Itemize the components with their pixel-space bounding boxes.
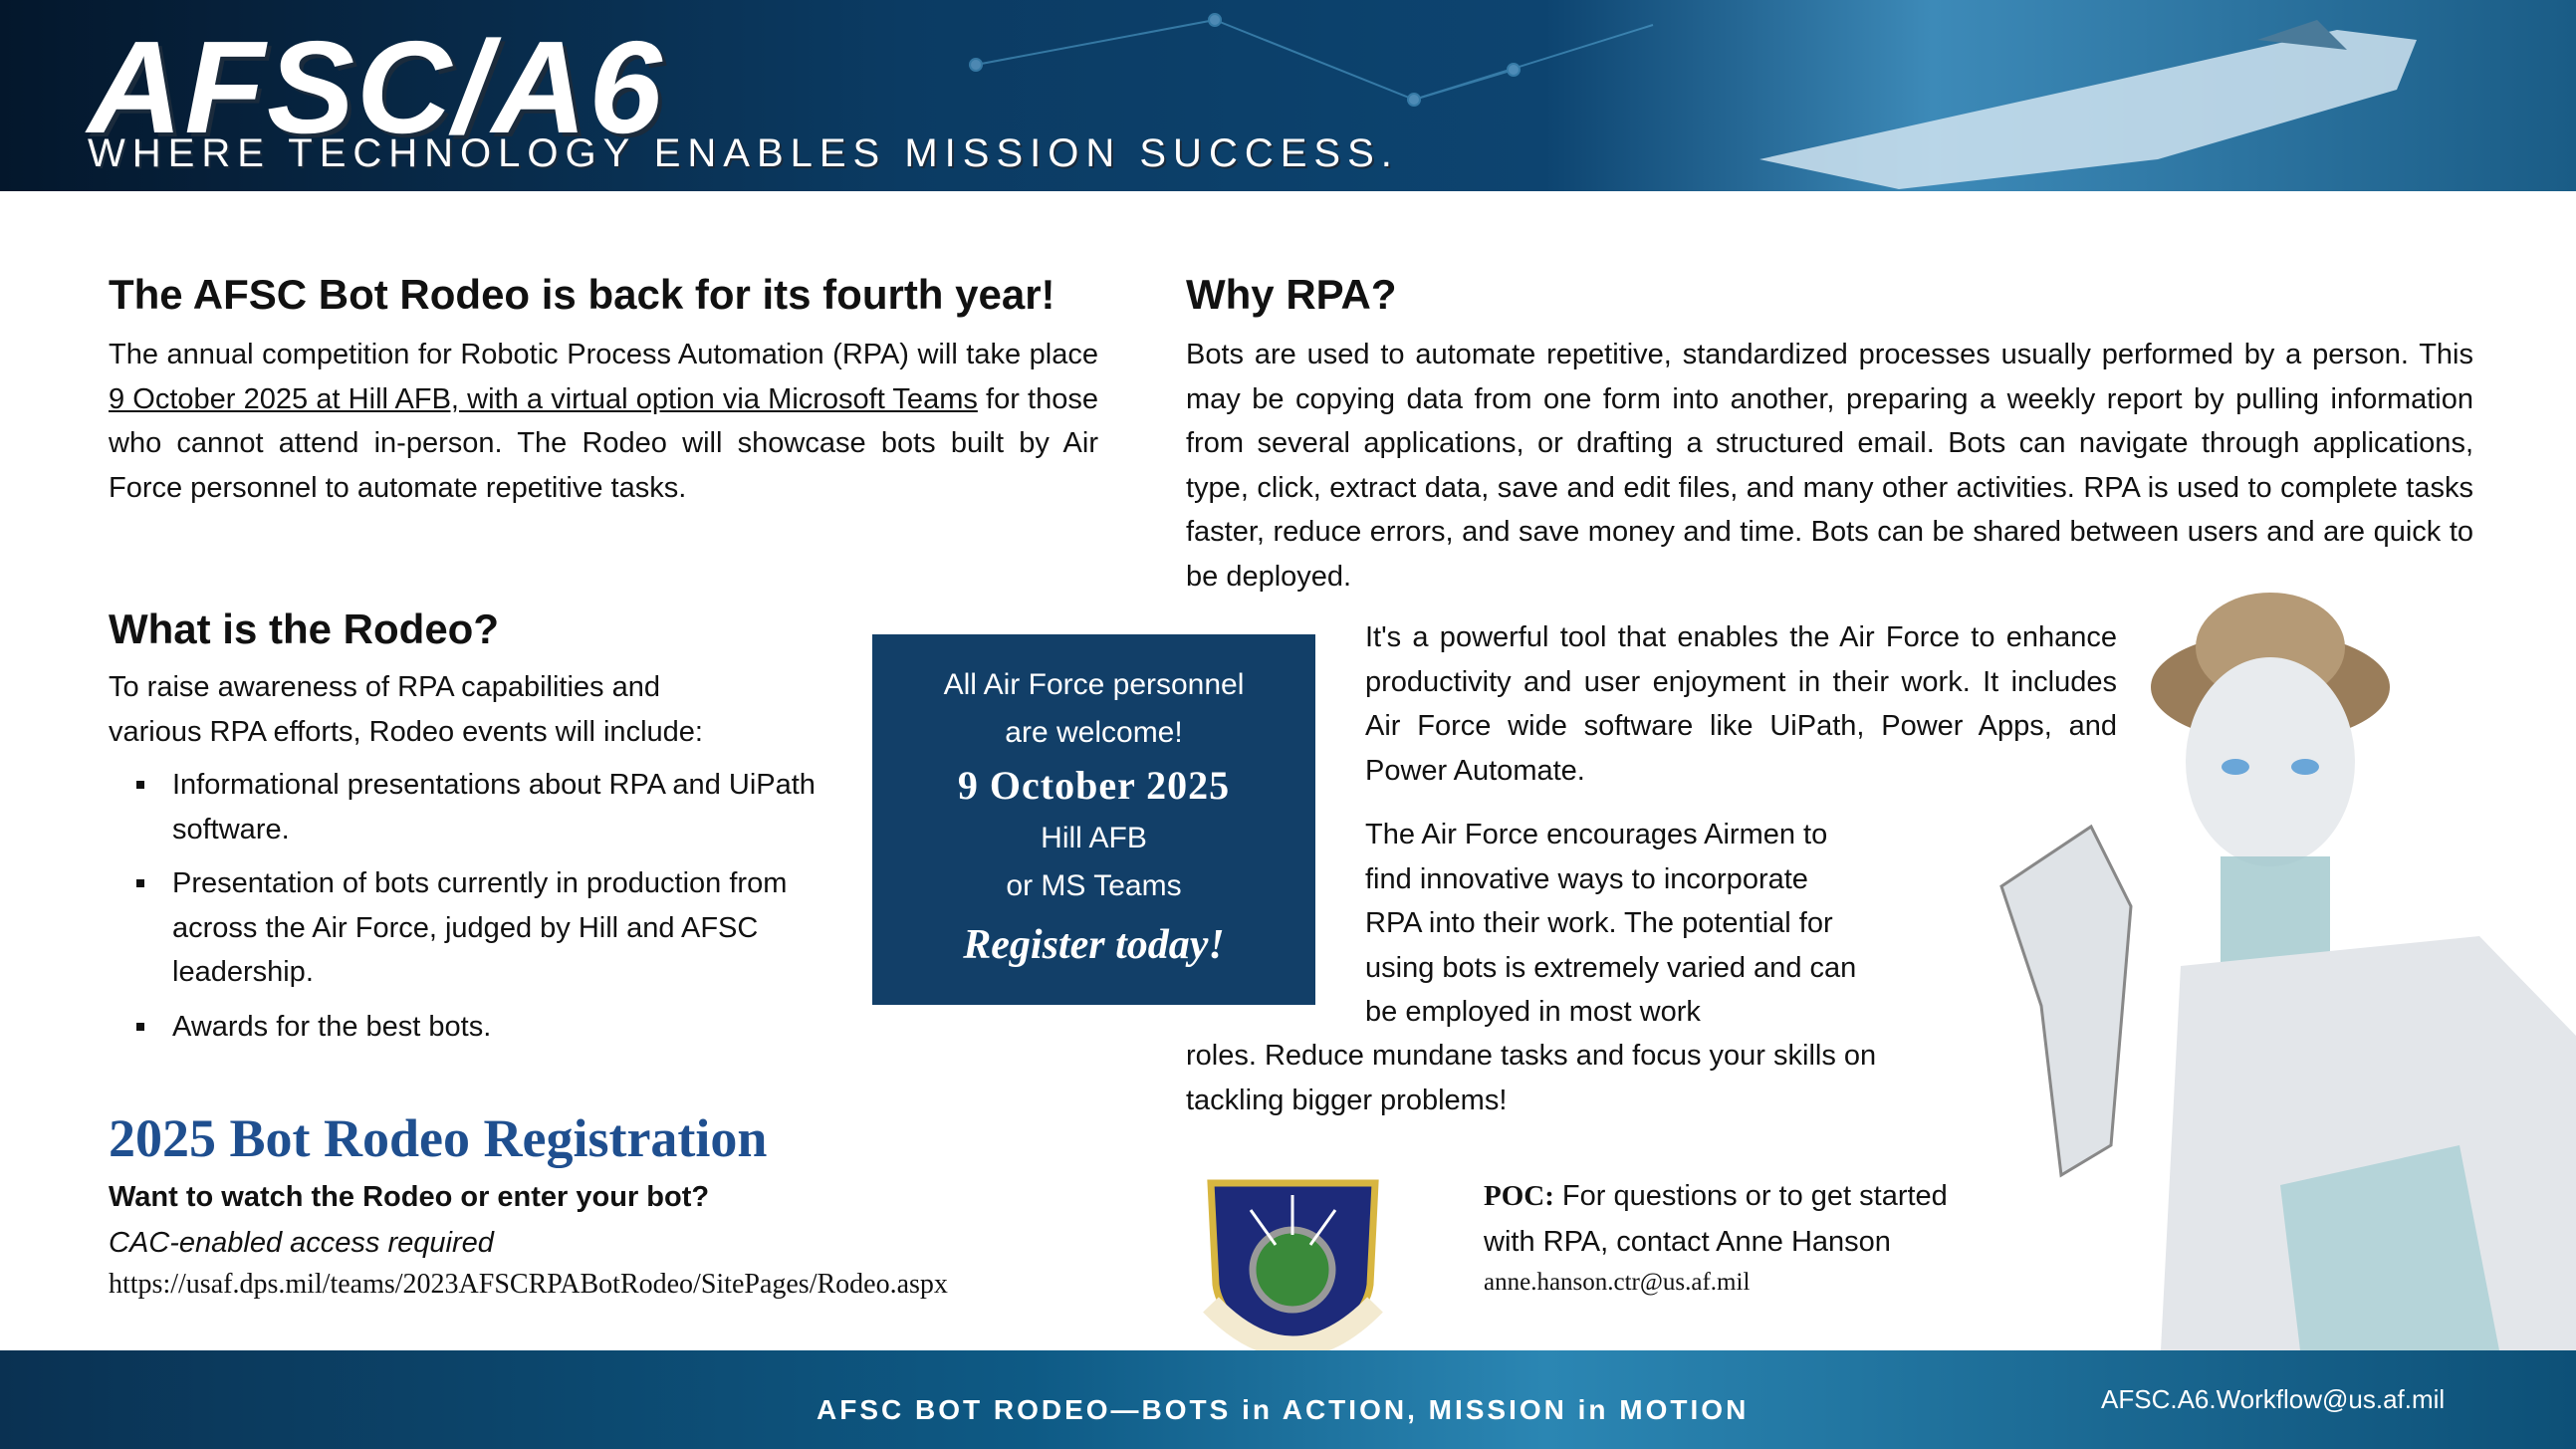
intro-text-end: for those who cannot attend in-person. The Rodeo will showcase bots built by Air Force personnel to automate repetitive tasks. bbox=[109, 382, 1098, 504]
list-item: Presentation of bots currently in production from across the Air Force, judged by Hill and AFSC leadership. bbox=[109, 861, 845, 995]
intro-paragraph bbox=[109, 333, 1098, 510]
why-paragraph-3-end: roles. Reduce mundane tasks and focus your skills on tackling bigger problems! bbox=[1186, 1040, 1877, 1116]
poc-block bbox=[1484, 1173, 2001, 1265]
registration-note: CAC-enabled access required bbox=[109, 1227, 494, 1259]
rodeo-heading: What is the Rodeo? bbox=[109, 605, 499, 652]
intro-heading: The AFSC Bot Rodeo is back for its fourth year! bbox=[109, 271, 1055, 318]
list-item: Awards for the best bots. bbox=[109, 1005, 845, 1050]
callout-line2: are welcome! bbox=[1005, 716, 1183, 749]
callout-date: 9 October 2025 bbox=[957, 763, 1231, 808]
banner-tagline: WHERE TECHNOLOGY ENABLES MISSION SUCCESS. bbox=[88, 131, 1399, 175]
footer-email[interactable]: AFSC.A6.Workflow@us.af.mil bbox=[2101, 1384, 2446, 1414]
why-heading: Why RPA? bbox=[1186, 271, 1397, 318]
registration-url[interactable]: https://usaf.dps.mil/teams/2023AFSCRPABotRodeo/SitePages/Rodeo.aspx bbox=[109, 1269, 948, 1300]
why-paragraph-3: The Air Force encourages Airmen to find innovative ways to incorporate RPA into their work. The potential for using bots is extremely varied and can be employed in most work bbox=[1365, 819, 1857, 1028]
rodeo-lead: To raise awareness of RPA capabilities and various RPA efforts, Rodeo events will include: bbox=[109, 671, 703, 748]
callout-box bbox=[872, 634, 1315, 1005]
afsc-emblem bbox=[1191, 1175, 1395, 1374]
callout-line1: All Air Force personnel bbox=[943, 668, 1245, 701]
why-paragraph-2: It's a powerful tool that enables the Air Force to enhance productivity and user enjoyment in their work. It includes Air Force wide software like UiPath, Power Apps, and Power Automate. bbox=[1365, 621, 2117, 787]
registration-question: Want to watch the Rodeo or enter your bot? bbox=[109, 1181, 710, 1213]
rodeo-list bbox=[109, 763, 845, 1059]
banner-title: AFSC/A6 bbox=[88, 14, 664, 160]
poc-label: POC: bbox=[1484, 1180, 1554, 1212]
jet-image bbox=[1700, 10, 2496, 191]
event-details-link: 9 October 2025 at Hill AFB, with a virtual option via Microsoft Teams bbox=[109, 382, 978, 415]
why-paragraph-1: Bots are used to automate repetitive, standardized processes usually performed by a person. This may be copying data from one form into another, preparing a weekly report by pulling information from several applications, or drafting a structured email. Bots can navigate through applications, type, click, extract data, save and edit files, and many other activities. RPA is used to complete tasks faster, reduce errors, and save money and time. Bots can be shared between users and are quick to be deployed. bbox=[1186, 339, 2473, 593]
callout-place1: Hill AFB bbox=[1041, 822, 1147, 854]
register-cta: Register today! bbox=[963, 922, 1225, 968]
header-banner bbox=[0, 0, 2576, 191]
registration-heading: 2025 Bot Rodeo Registration bbox=[109, 1108, 768, 1168]
poc-text: For questions or to get started with RPA, contact Anne Hanson bbox=[1484, 1180, 1948, 1258]
footer-slogan: AFSC BOT RODEO—BOTS in ACTION, MISSION in MOTION bbox=[817, 1394, 1750, 1425]
robot-image bbox=[1982, 588, 2576, 1350]
intro-text: The annual competition for Robotic Process Automation (RPA) will take place bbox=[109, 339, 1098, 370]
callout-place2: or MS Teams bbox=[1006, 869, 1182, 902]
poc-email[interactable]: anne.hanson.ctr@us.af.mil bbox=[1484, 1269, 1751, 1296]
list-item: Informational presentations about RPA and UiPath software. bbox=[109, 763, 845, 851]
